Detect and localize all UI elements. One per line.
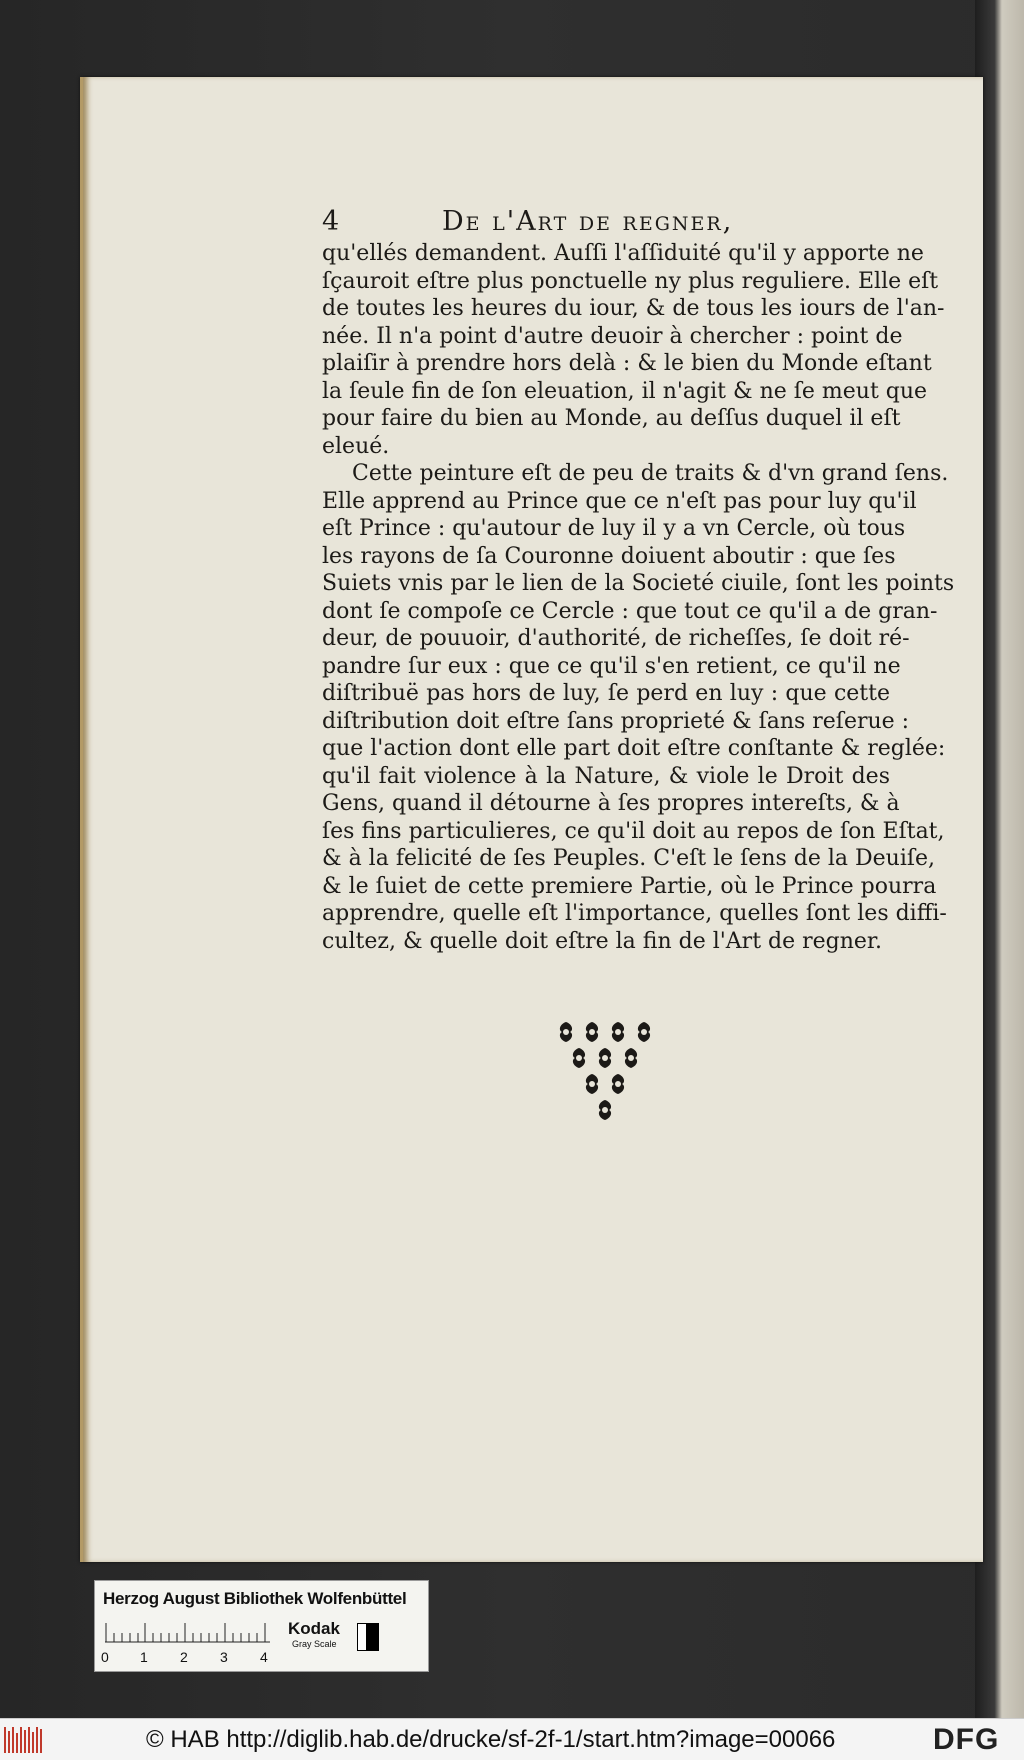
scale-number: 4: [260, 1649, 268, 1665]
text-line: dont ſe compoſe ce Cercle : que tout ce qu'il a de gran-: [322, 598, 938, 624]
gray-scale-label: Gray Scale: [292, 1639, 337, 1649]
text-line: qu'ellés demandent. Auſſi l'aſſiduité qu'il y apporte ne: [322, 241, 924, 266]
text-line: & à la felicité de ſes Peuples. C'eſt le ſens de la Deuiſe,: [322, 846, 936, 871]
text-line: diſtribution doit eſtre ſans proprieté & ſans reſerue :: [322, 708, 910, 734]
text-line: que l'action dont elle part doit eſtre conſtante & reglée:: [322, 736, 946, 761]
running-title: De l'Art de regner,: [442, 206, 734, 237]
text-line: cultez, & quelle doit eſtre la fin de l'Art de regner.: [322, 928, 883, 954]
library-label-card: [94, 1580, 429, 1672]
typographic-ornament-icon: [552, 1018, 662, 1123]
text-line: Elle apprend au Prince que ce n'eſt pas pour luy qu'il: [322, 488, 917, 514]
text-line: la ſeule fin de ſon eleuation, il n'agit & ne ſe meut que: [322, 378, 928, 404]
text-line: de toutes les heures du iour, & de tous les iours de l'an-: [322, 296, 945, 321]
dfg-logo: DFG: [933, 1723, 1000, 1756]
scale-number: 1: [140, 1649, 148, 1665]
kodak-brand: Kodak: [288, 1619, 340, 1638]
library-name: Herzog August Bibliothek Wolfenbüttel: [103, 1589, 407, 1608]
footer-bar: [0, 1718, 1024, 1760]
text-line: ſes fins particulieres, ce qu'il doit au repos de ſon Eſtat,: [322, 818, 945, 844]
gray-scale-patch: [357, 1623, 379, 1651]
text-line: Gens, quand il détourne à ſes propres intereſts, & à: [322, 791, 900, 816]
scale-number: 2: [180, 1649, 188, 1665]
text-line: eſt Prince : qu'autour de luy il y a vn Cercle, où tous: [322, 516, 906, 541]
text-line: Cette peinture eſt de peu de traits & d'vn grand ſens.: [352, 461, 949, 486]
scale-number: 3: [220, 1649, 228, 1665]
text-line: eleué.: [322, 433, 390, 459]
text-line: apprendre, quelle eſt l'importance, quelles ſont les diffi-: [322, 901, 947, 926]
barcode-icon: [4, 1727, 46, 1753]
text-line: les rayons de ſa Couronne doiuent aboutir : que ſes: [322, 543, 896, 569]
text-line: deur, de pouuoir, d'authorité, de richeſſes, ſe doit ré-: [322, 626, 910, 651]
text-line: plaiſir à prendre hors delà : & le bien du Monde eſtant: [322, 351, 932, 376]
text-line: diſtribuë pas hors de luy, ſe perd en luy : que cette: [322, 681, 890, 706]
scale-ruler: [105, 1619, 270, 1643]
text-line: qu'il fait violence à la Nature, & viole le Droit des: [322, 763, 890, 789]
text-line: pandre ſur eux : que ce qu'il s'en retient, ce qu'il ne: [322, 653, 901, 679]
page-number: 4: [322, 206, 341, 237]
text-line: ſçauroit eſtre plus ponctuelle ny plus reguliere. Elle eſt: [322, 268, 939, 294]
page-header: [322, 206, 852, 242]
copyright-link[interactable]: © HAB http://diglib.hab.de/drucke/sf-2f-1/start.htm?image=00066: [146, 1726, 836, 1753]
text-line: Suiets vnis par le lien de la Societé ciuile, ſont les points: [322, 571, 955, 596]
text-line: pour faire du bien au Monde, au deſſus duquel il eſt: [322, 406, 901, 431]
body-text: [322, 240, 955, 955]
text-line: & le ſuiet de cette premiere Partie, où le Prince pourra: [322, 873, 937, 899]
scale-number: 0: [101, 1649, 109, 1665]
text-line: née. Il n'a point d'autre deuoir à chercher : point de: [322, 323, 903, 349]
